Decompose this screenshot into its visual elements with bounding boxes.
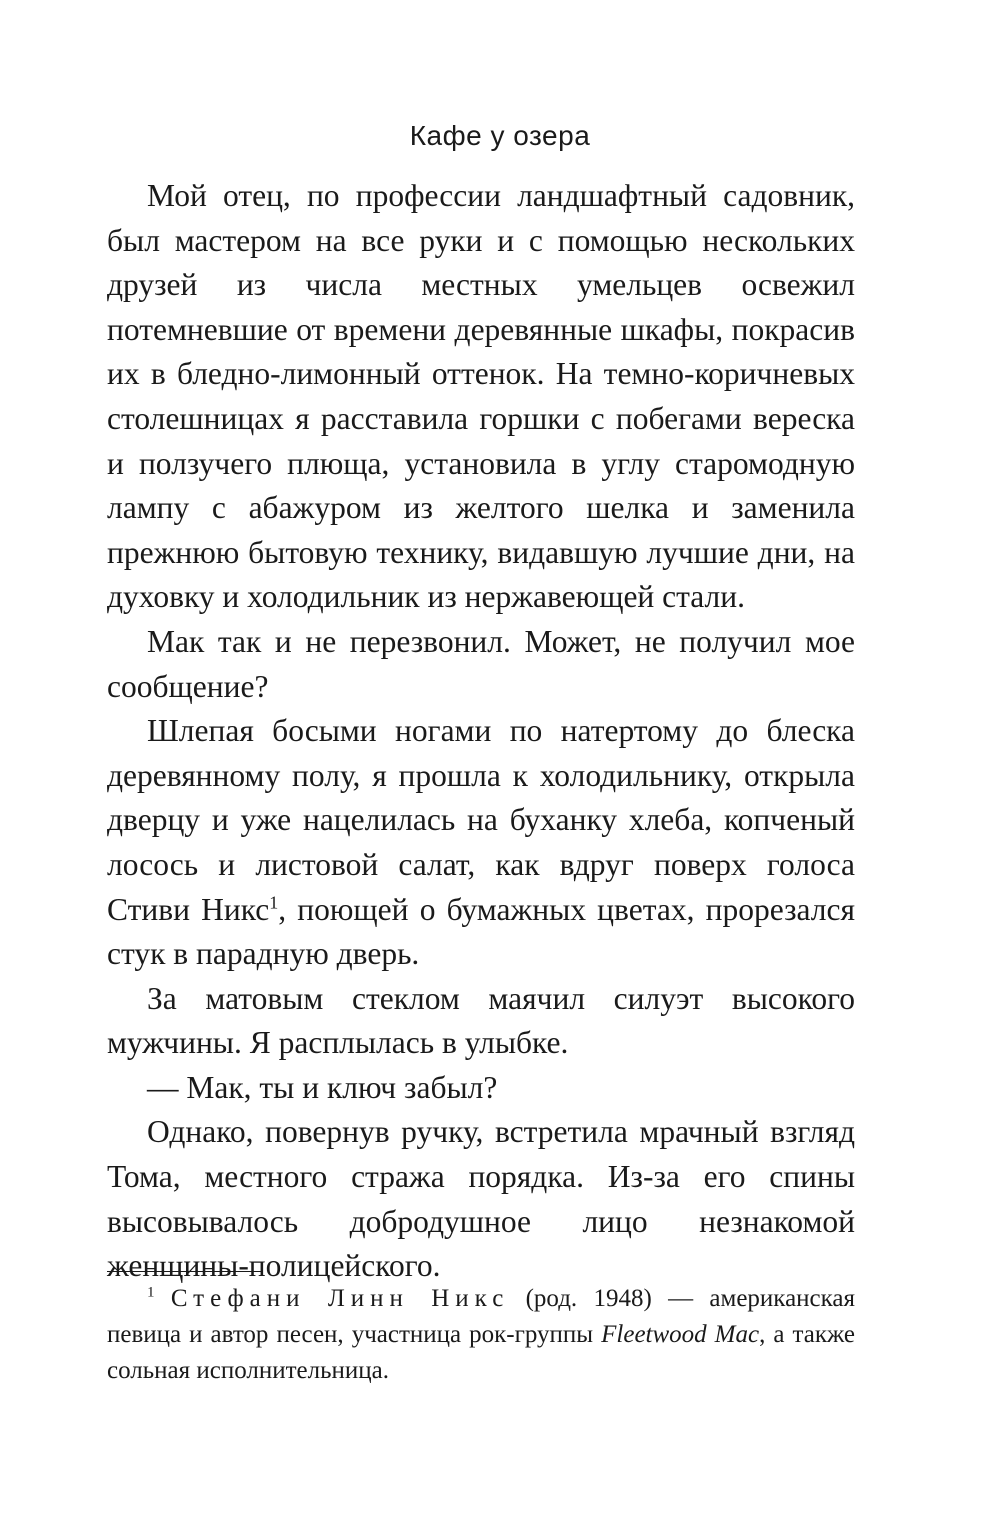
running-head: Кафе у озера [409,120,591,151]
footnote-band-name: Fleetwood Mac [601,1321,760,1348]
paragraph-3 [107,709,855,977]
footnote-name: Стефани Линн Никс [170,1285,510,1312]
footnote-text [107,1281,855,1389]
paragraph-6: Однако, повернув ручку, встретила мрачный взгляд Тома, местного стража порядка. Из-за его спины высовывалось добродушное лицо незнакомой женщины-полицейского. [107,1114,855,1284]
footnote-divider [107,1271,262,1272]
footnote-reference[interactable]: 1 [269,892,279,912]
body-text [107,174,855,1289]
paragraph-3-text-b: , поющей о бумажных цветах, прорезался стук в парадную дверь. [107,891,855,972]
footnote [107,1281,855,1389]
paragraph-4: За матовым стеклом маячил силуэт высокого мужчины. Я расплылась в улыбке. [107,980,855,1061]
paragraph-1: Мой отец, по профессии ландшафтный садовник, был мастером на все руки и с помощью нескольких друзей из числа местных умельцев освежил потемневшие от времени деревянные шкафы, покрасив их в бледно-лимонный оттенок. На темно-коричневых столешницах я расставила горшки с побегами вереска и ползучего плюща, установила в углу старомодную лампу с абажуром из желтого шелка и заменила прежнюю бытовую технику, видавшую лучшие дни, на духовку и холодильник из нержавеющей стали. [107,178,855,615]
paragraph-5-dialogue: — Мак, ты и ключ забыл? [147,1069,498,1105]
paragraph-3-text-a: Шлепая босыми ногами по натертому до блеска деревянному полу, я прошла к холодильнику, открыла дверцу и уже нацелилась на буханку хлеба, копченый лосось и листовой салат, как вдруг поверх голоса Стиви Никс [107,713,855,927]
paragraph-2: Мак так и не перезвонил. Может, не получил мое сообщение? [107,623,855,704]
footnote-text-a: (род. 1948) — американская певица и автор песен, участница рок-группы [107,1285,856,1348]
footnote-text-b: , а также сольная исполнительница. [107,1321,856,1384]
footnote-mark: 1 [147,1284,155,1301]
